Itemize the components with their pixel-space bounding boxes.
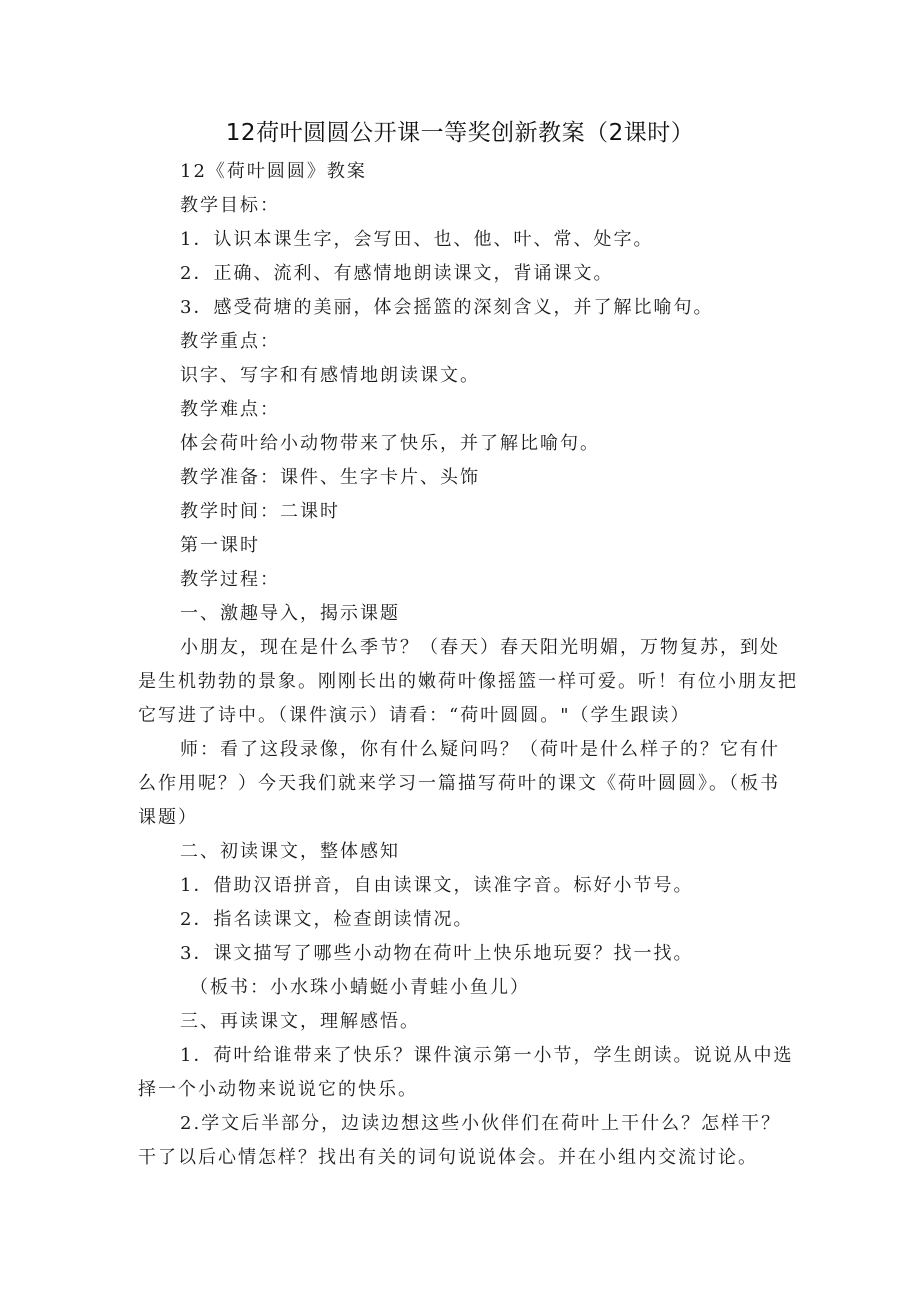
text-line: 12《荷叶圆圆》教案 — [180, 161, 367, 182]
text-line: （板书：小水珠小蜻蜓小青蛙小鱼儿） — [190, 977, 530, 998]
text-line: 它写进了诗中。（课件演示）请看：“荷叶圆圆。"（学生跟读） — [138, 705, 691, 726]
text-line: 教学难点： — [180, 399, 280, 420]
text-line: 教学重点： — [180, 331, 280, 352]
text-line: 1．认识本课生字，会写田、也、他、叶、常、处字。 — [180, 229, 654, 250]
text-line: 一、激趣导入，揭示课题 — [180, 603, 400, 624]
text-line: 教学准备：课件、生字卡片、头饰 — [180, 467, 480, 488]
text-line: 1．荷叶给谁带来了快乐？课件演示第一小节，学生朗读。说说从中选 — [180, 1045, 794, 1066]
text-line: 2.学文后半部分，边读边想这些小伙伴们在荷叶上干什么？怎样干？ — [180, 1113, 782, 1134]
text-line: 识字、写字和有感情地朗读课文。 — [180, 365, 480, 386]
text-line: 教学目标： — [180, 195, 280, 216]
text-line: 2．指名读课文，检查朗读情况。 — [180, 909, 474, 930]
text-line: 师：看了这段录像，你有什么疑问吗？（荷叶是什么样子的？它有什 — [180, 739, 780, 760]
text-line: 二、初读课文，整体感知 — [180, 841, 400, 862]
text-line: 课题） — [138, 807, 198, 828]
text-line: 第一课时 — [180, 535, 260, 556]
text-line: 2．正确、流利、有感情地朗读课文，背诵课文。 — [180, 263, 614, 284]
text-line: 择一个小动物来说说它的快乐。 — [138, 1079, 418, 1100]
text-line: 1．借助汉语拼音，自由读课文，读准字音。标好小节号。 — [180, 875, 694, 896]
text-line: 是生机勃勃的景象。刚刚长出的嫩荷叶像摇篮一样可爱。听！有位小朋友把 — [138, 671, 798, 692]
text-line: 教学过程： — [180, 569, 280, 590]
text-line: 三、再读课文，理解感悟。 — [180, 1011, 420, 1032]
text-line: 教学时间：二课时 — [180, 501, 340, 522]
text-line: 体会荷叶给小动物带来了快乐，并了解比喻句。 — [180, 433, 600, 454]
text-line: 干了以后心情怎样？找出有关的词句说说体会。并在小组内交流讨论。 — [138, 1147, 758, 1168]
text-line: 3．感受荷塘的美丽，体会摇篮的深刻含义，并了解比喻句。 — [180, 297, 714, 318]
document-title: 12荷叶圆圆公开课一等奖创新教案（2课时） — [225, 120, 695, 146]
text-line: 3．课文描写了哪些小动物在荷叶上快乐地玩耍？找一找。 — [180, 943, 694, 964]
text-line: 小朋友，现在是什么季节？（春天）春天阳光明媚，万物复苏，到处 — [180, 637, 780, 658]
text-line: 么作用呢？）今天我们就来学习一篇描写荷叶的课文《荷叶圆圆》。（板书 — [138, 773, 780, 794]
